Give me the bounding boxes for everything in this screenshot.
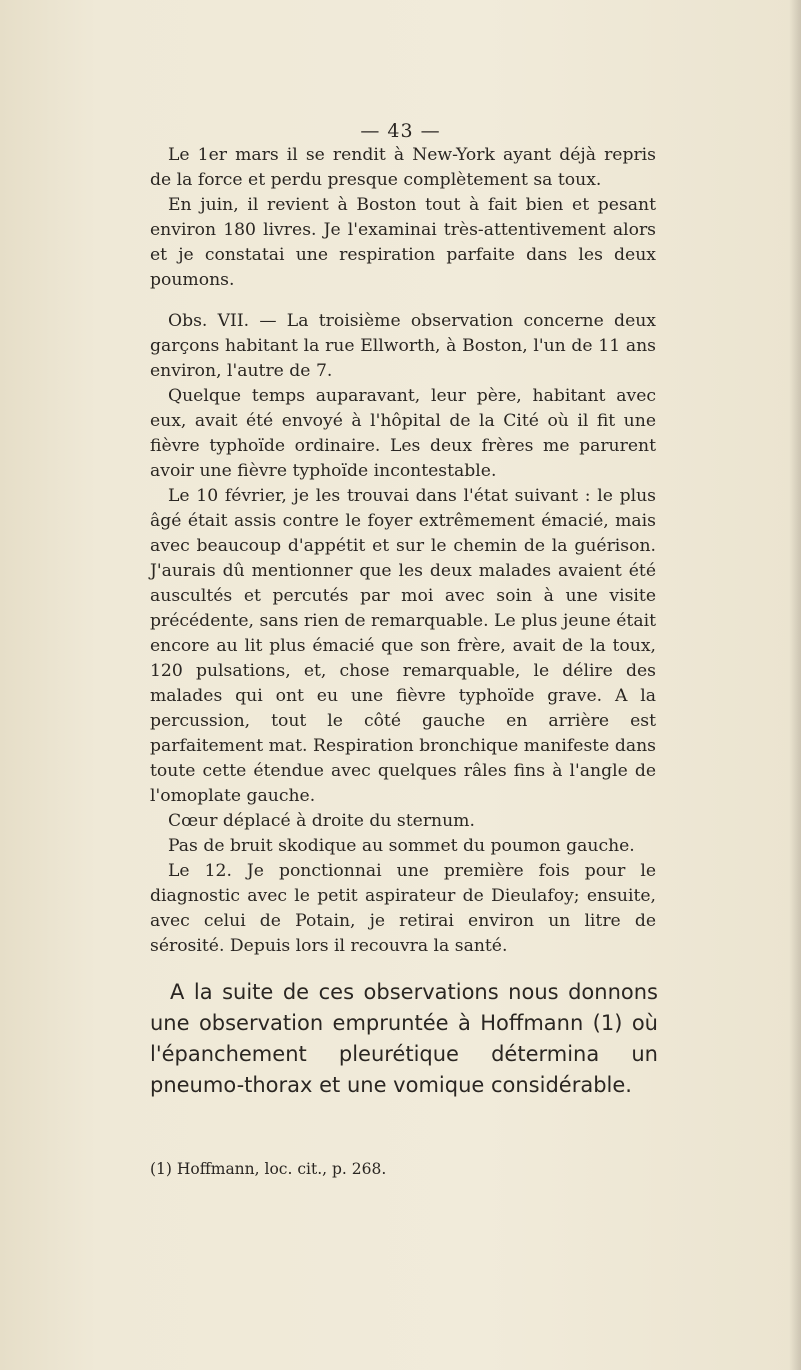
paragraph-puncture: Le 12. Je ponctionnai une première fois pour le diagnostic avec le petit aspirateur de Dieulafoy; ensuite, avec celui de Potain, je retirai environ un litre de sérosité. Depuis lors il recouvra la santé.	[150, 861, 656, 956]
paragraph-obs-vii: Obs. VII. — La troisième observation concerne deux garçons habitant la rue Ellworth, à Boston, l'un de 11 ans environ, l'autre de 7.	[150, 311, 656, 381]
paragraph-no-skodic-sound: Pas de bruit skodique au sommet du poumon gauche.	[168, 836, 635, 856]
page-number: — 43 —	[360, 120, 441, 142]
paragraph-return-to-new-york: Le 1er mars il se rendit à New-York ayant déjà repris de la force et perdu presque complètement sa toux.	[150, 145, 656, 190]
paragraph-father-typhoid: Quelque temps auparavant, leur père, habitant avec eux, avait été envoyé à l'hôpital de la Cité où il fit une fièvre typhoïde ordinaire. Les deux frères me parurent avoir une fièvre typhoïde incontestable.	[150, 386, 656, 481]
hoffmann-introduction	[150, 977, 658, 1101]
paragraph-june-boston: En juin, il revient à Boston tout à fait bien et pesant environ 180 livres. Je l'examinai très-attentivement alors et je constatai une respiration parfaite dans les deux poumons.	[150, 195, 656, 290]
footnote: (1) Hoffmann, loc. cit., p. 268.	[150, 1160, 387, 1178]
paragraph-heart-displaced: Cœur déplacé à droite du sternum.	[168, 811, 475, 831]
summary-paragraph: A la suite de ces observations nous donnons une observation empruntée à Hoffmann (1) où l'épanchement pleurétique détermina un pneumo-thorax et une vomique considérable.	[150, 980, 658, 1097]
page-edge-shadow	[789, 0, 801, 1370]
observation-text	[150, 143, 656, 959]
paragraph-february-10: Le 10 février, je les trouvai dans l'état suivant : le plus âgé était assis contre le foyer extrêmement émacié, mais avec beaucoup d'appétit et sur le chemin de la guérison. J'aurais dû mentionner que les deux malades avaient été auscultés et percutés par moi avec soin à une visite précédente, sans rien de remarquable. Le plus jeune était encore au lit plus émacié que son frère, avait de la toux, 120 pulsations, et, chose remarquable, le délire des malades qui ont eu une fièvre typhoïde grave. A la percussion, tout le côté gauche en arrière est parfaitement mat. Respiration bronchique manifeste dans toute cette étendue avec quelques râles fins à l'angle de l'omoplate gauche.	[150, 486, 656, 806]
